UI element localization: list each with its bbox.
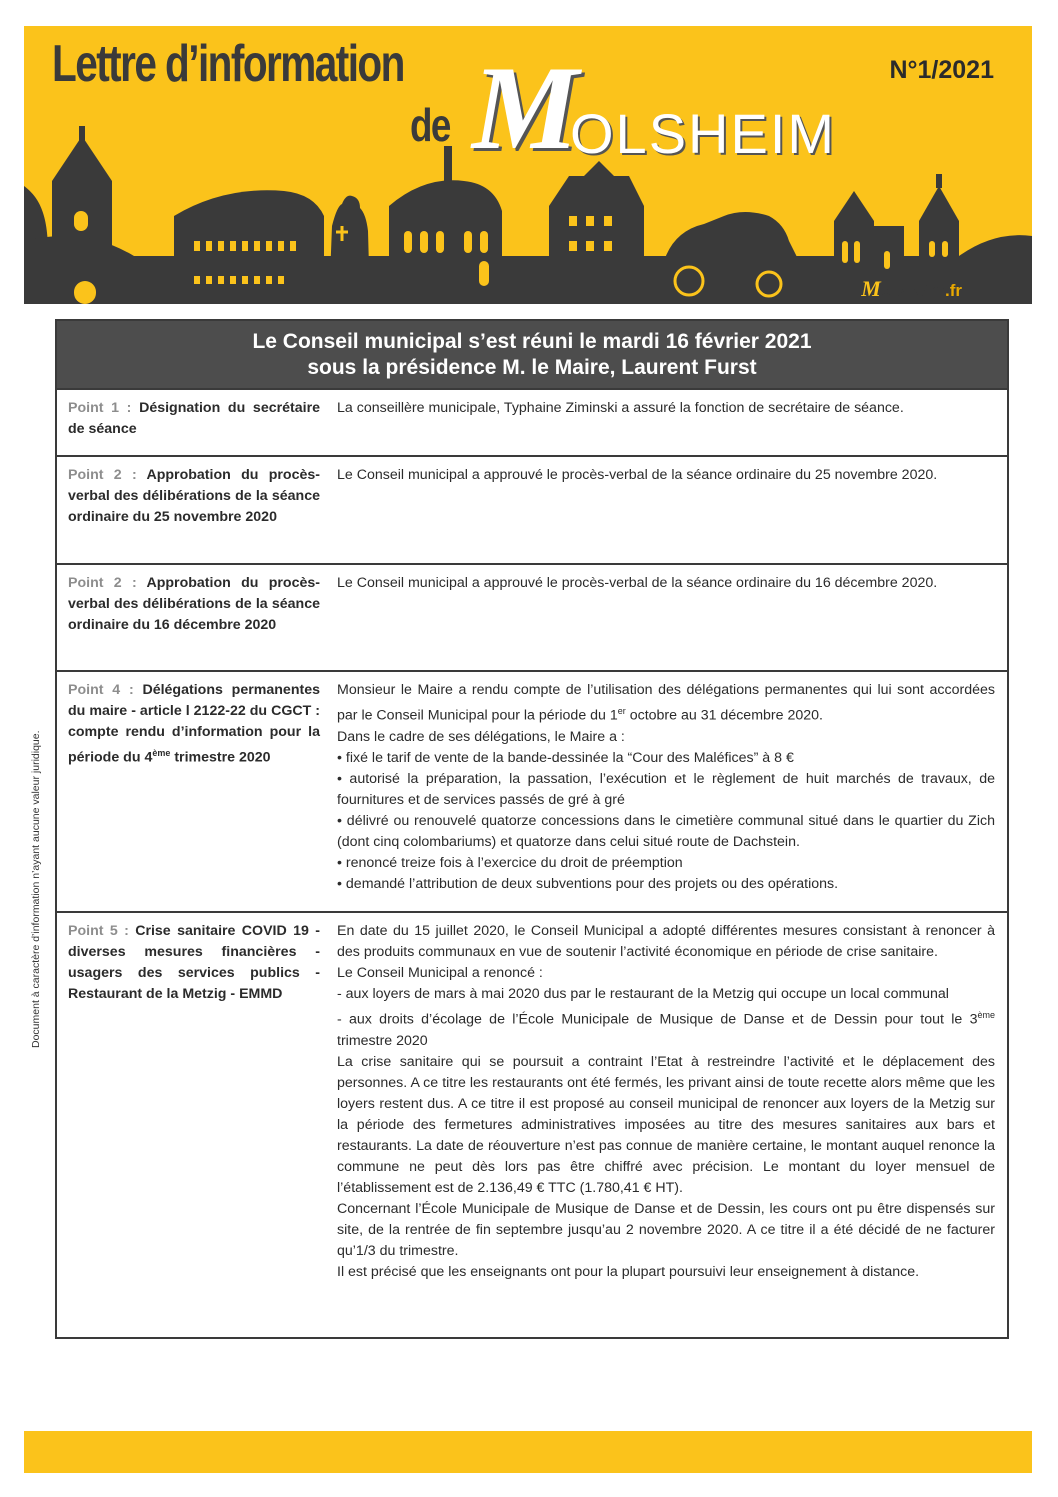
point-paragraph: La conseillère municipale, Typhaine Ziminski a assuré la fonction de secrétaire de séance. [337, 400, 904, 416]
footer-bar [24, 1431, 1032, 1473]
point-title-text: Délégations permanentes du maire - article l 2122-22 du CGCT : compte rendu d’information pour la période du 4 [68, 682, 320, 766]
point-paragraph: Dans le cadre de ses délégations, le Maire a : [337, 728, 625, 745]
point-paragraph: La crise sanitaire qui se poursuit a contraint l’Etat à restreindre l’activité et le déplacement des personnes. A ce titre les restaurants ont été fermés, les privant ainsi de toute recette alors même que les loyers restent dus. A ce titre il est proposé au conseil municipal de renoncer aux loyers de la Metzig sur la période des fermetures administratives imposées au titre des mesures sanitaires aux bars et restaurants. La date de réouverture n’est pas connue de manière certaine, le montant auquel renonce la commune ne peut dès lors pas être chiffré avec précision. Le montant du loyer mensuel de l’établissement est de 2.136,49 € TTC (1.780,41 € HT). [337, 1053, 995, 1196]
point-title [68, 465, 320, 528]
list-item: • renoncé treize fois à l’exercice du droit de préemption [337, 854, 683, 871]
table-row [57, 455, 1007, 564]
issue-number: N°1/2021 [889, 56, 994, 84]
website-logo-tld: .fr [945, 281, 962, 300]
point-body [337, 921, 995, 1283]
minutes-table [55, 319, 1009, 1339]
point-title-sup: ème [152, 748, 171, 758]
point-title-text-end: trimestre 2020 [170, 749, 271, 766]
paragraph-sup: ème [977, 1010, 995, 1020]
newsletter-title: Lettre d’information [52, 35, 404, 93]
list-item: • demandé l’attribution de deux subventions pour des projets ou des opérations. [337, 875, 839, 892]
point-title-text: Désignation du secrétaire de séance [68, 400, 320, 437]
point-title [68, 921, 320, 1005]
point-label: Point 5 : [68, 923, 129, 939]
website-logo-name: olsheim [880, 281, 945, 300]
point-paragraph [337, 680, 995, 727]
newsletter-title-de: de [410, 99, 450, 151]
point-label: Point 4 : [68, 682, 134, 698]
list-item: • fixé le tarif de vente de la bande-dessinée la “Cour des Maléfices” à 8 € [337, 749, 794, 766]
meeting-heading-line1: Le Conseil municipal s’est réuni le mardi 16 février 2021 [252, 330, 812, 353]
table-row [57, 911, 1007, 1339]
table-row [57, 563, 1007, 671]
point-body [337, 465, 995, 486]
point-paragraph [337, 1005, 995, 1052]
paragraph-text: - aux droits d’écolage de l’École Municipale de Musique de Danse et de Dessin pour tout le 3 [337, 1011, 978, 1028]
point-paragraph: Il est précisé que les enseignants ont pour la plupart poursuivi leur enseignement à distance. [337, 1263, 920, 1280]
intro-text-end: octobre au 31 décembre 2020. [625, 707, 823, 724]
point-paragraph: Le Conseil municipal a approuvé le procès-verbal de la séance ordinaire du 16 décembre 2020. [337, 575, 938, 591]
point-label: Point 2 : [68, 575, 137, 591]
point-title [68, 398, 320, 440]
table-row [57, 670, 1007, 913]
point-paragraph: En date du 15 juillet 2020, le Conseil Municipal a adopté différentes mesures consistant à renoncer à des produits communaux en vue de soutenir l’activité économique en période de crise sanitaire. [337, 923, 995, 960]
website-logo [861, 276, 962, 302]
point-paragraph: Concernant l’École Municipale de Musique de Danse et de Dessin, les cours ont pu être dispensés sur site, de la rentrée de fin septembre jusqu’au 2 novembre 2020. A ce titre il a été décidé de ne facturer qu’1/3 du trimestre. [337, 1200, 995, 1259]
brand-logo-text: OLSHEIM [570, 102, 837, 165]
website-logo-m: M [861, 276, 881, 301]
point-title-text: Approbation du procès-verbal des délibérations de la séance ordinaire du 25 novembre 2020 [68, 467, 320, 525]
table-row [57, 388, 1007, 457]
meeting-heading [57, 321, 1007, 390]
intro-sup: er [617, 706, 626, 716]
point-paragraph: - aux loyers de mars à mai 2020 dus par le restaurant de la Metzig qui occupe un local communal [337, 986, 949, 1002]
point-paragraph: Le Conseil Municipal a renoncé : [337, 965, 543, 981]
point-body [337, 573, 995, 594]
point-title-text: Crise sanitaire COVID 19 - diverses mesures financières - usagers des services publics - Restaurant de la Metzig - EMMD [68, 923, 320, 1002]
point-label: Point 2 : [68, 467, 137, 483]
point-body [337, 398, 995, 419]
brand-logo-m: M [472, 41, 579, 174]
list-item: • délivré ou renouvelé quatorze concessions dans le cimetière communal situé dans le quartier du Zich (dont cinq colombariums) et quatorze dans celui situé route de Dachstein. [337, 812, 995, 850]
point-title-text: Approbation du procès-verbal des délibérations de la séance ordinaire du 16 décembre 2020 [68, 575, 320, 633]
header-banner [24, 26, 1032, 304]
point-paragraph: Le Conseil municipal a approuvé le procès-verbal de la séance ordinaire du 25 novembre 2020. [337, 467, 938, 483]
point-label: Point 1 : [68, 400, 132, 416]
point-title [68, 573, 320, 636]
list-item: • autorisé la préparation, la passation, l’exécution et le règlement de huit marchés de travaux, de fournitures et de services passés de gré à gré [337, 770, 995, 808]
paragraph-text-end: trimestre 2020 [337, 1032, 428, 1049]
meeting-heading-line2: sous la présidence M. le Maire, Laurent Furst [307, 356, 757, 379]
intro-text: Monsieur le Maire a rendu compte de l’utilisation des délégations permanentes qui lui sont accordées par le Conseil Municipal pour la période du 1 [337, 682, 995, 724]
point-title [68, 680, 320, 769]
legal-disclaimer: Document à caractère d’information n’ayant aucune valeur juridique. [30, 730, 42, 1048]
point-body [337, 680, 995, 895]
